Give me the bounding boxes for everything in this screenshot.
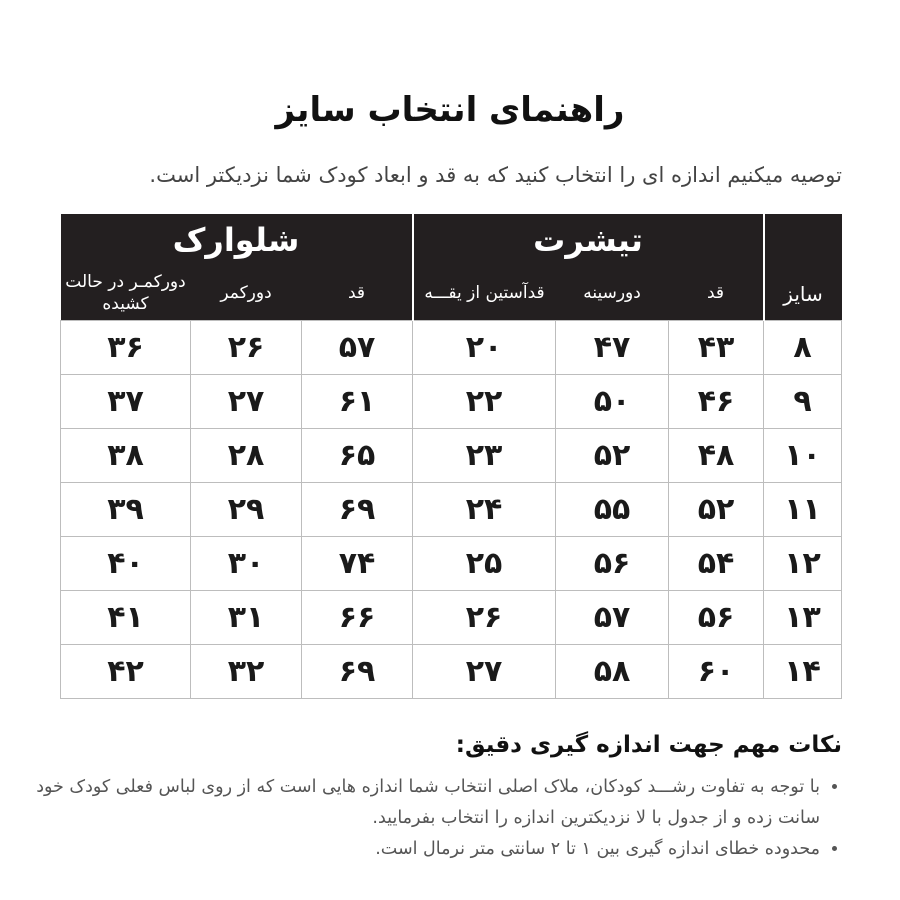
pants-waist-stretched-cell: ۳۹ <box>61 483 191 537</box>
pants-length-cell: ۶۹ <box>302 645 413 699</box>
pants-waist-cell: ۲۸ <box>191 429 302 483</box>
note-item: • محدوده خطای اندازه گیری بین ۱ تا ۲ سانتی متر نرمال است. <box>30 834 820 865</box>
tshirt-length-cell: ۵۶ <box>669 591 764 645</box>
tshirt-chest-cell: ۵۸ <box>556 645 669 699</box>
tshirt-length-header: قد <box>669 266 764 321</box>
pants-waist-stretched-cell: ۳۶ <box>61 321 191 375</box>
table-row <box>61 645 842 699</box>
tshirt-length-cell: ۴۳ <box>669 321 764 375</box>
note-item: • با توجه به تفاوت رشـــد کودکان، ملاک اصلی انتخاب شما اندازه هایی است که از روی لباس فعلی کودک خود سانت زده و از جدول با لا نزدیکترین اندازه را انتخاب بفرمایید. <box>30 772 820 834</box>
pants-group-header: شلوارک <box>61 214 413 266</box>
table-row <box>61 591 842 645</box>
tshirt-chest-cell: ۵۶ <box>556 537 669 591</box>
pants-waist-cell: ۳۲ <box>191 645 302 699</box>
pants-waist-cell: ۳۰ <box>191 537 302 591</box>
page-subtitle: توصیه میکنیم اندازه ای را انتخاب کنید که به قد و ابعاد کودک شما نزدیکتر است. <box>149 163 842 187</box>
size-cell: ۹ <box>764 375 842 429</box>
tshirt-chest-cell: ۵۲ <box>556 429 669 483</box>
tshirt-chest-cell: ۵۵ <box>556 483 669 537</box>
tshirt-length-cell: ۵۴ <box>669 537 764 591</box>
pants-length-cell: ۵۷ <box>302 321 413 375</box>
tshirt-chest-header: دورسینه <box>556 266 669 321</box>
pants-waist-stretched-cell: ۳۸ <box>61 429 191 483</box>
size-cell: ۱۳ <box>764 591 842 645</box>
tshirt-sleeve-cell: ۲۲ <box>413 375 556 429</box>
table-row <box>61 483 842 537</box>
size-cell: ۱۲ <box>764 537 842 591</box>
tshirt-sleeve-cell: ۲۴ <box>413 483 556 537</box>
pants-waist-stretched-cell: ۴۲ <box>61 645 191 699</box>
tshirt-length-cell: ۴۶ <box>669 375 764 429</box>
tshirt-length-cell: ۶۰ <box>669 645 764 699</box>
column-header-row <box>61 266 842 321</box>
pants-waist-cell: ۲۶ <box>191 321 302 375</box>
tshirt-chest-cell: ۵۰ <box>556 375 669 429</box>
size-table <box>60 214 842 699</box>
pants-length-cell: ۶۶ <box>302 591 413 645</box>
page-title: راهنمای انتخاب سایز <box>275 90 625 130</box>
size-cell: ۱۱ <box>764 483 842 537</box>
pants-waist-stretched-cell: ۴۱ <box>61 591 191 645</box>
tshirt-length-cell: ۴۸ <box>669 429 764 483</box>
size-column-header: سایز <box>764 214 842 321</box>
pants-length-cell: ۶۵ <box>302 429 413 483</box>
table-row <box>61 429 842 483</box>
pants-length-cell: ۶۹ <box>302 483 413 537</box>
table-row <box>61 375 842 429</box>
size-cell: ۸ <box>764 321 842 375</box>
pants-waist-stretched-cell: ۳۷ <box>61 375 191 429</box>
tshirt-chest-cell: ۴۷ <box>556 321 669 375</box>
pants-waist-cell: ۲۹ <box>191 483 302 537</box>
tshirt-sleeve-cell: ۲۵ <box>413 537 556 591</box>
table-row <box>61 537 842 591</box>
tshirt-sleeve-cell: ۲۳ <box>413 429 556 483</box>
tshirt-group-header: تیشرت <box>413 214 764 266</box>
table-row <box>61 321 842 375</box>
tshirt-sleeve-cell: ۲۶ <box>413 591 556 645</box>
tshirt-sleeve-cell: ۲۷ <box>413 645 556 699</box>
pants-waist-stretched-header: دورکمـر در حالت کشیده <box>61 266 191 321</box>
pants-waist-cell: ۲۷ <box>191 375 302 429</box>
pants-length-header: قد <box>302 266 413 321</box>
pants-waist-cell: ۳۱ <box>191 591 302 645</box>
notes-title: نکات مهم جهت اندازه گیری دقیق: <box>455 732 842 758</box>
tshirt-sleeve-cell: ۲۰ <box>413 321 556 375</box>
tshirt-chest-cell: ۵۷ <box>556 591 669 645</box>
pants-waist-stretched-cell: ۴۰ <box>61 537 191 591</box>
tshirt-sleeve-header: قدآستین از یقـــه <box>413 266 556 321</box>
notes-list <box>30 772 842 865</box>
tshirt-length-cell: ۵۲ <box>669 483 764 537</box>
group-header-row <box>61 214 842 266</box>
pants-waist-header: دورکمر <box>191 266 302 321</box>
size-cell: ۱۴ <box>764 645 842 699</box>
size-cell: ۱۰ <box>764 429 842 483</box>
pants-length-cell: ۶۱ <box>302 375 413 429</box>
pants-length-cell: ۷۴ <box>302 537 413 591</box>
